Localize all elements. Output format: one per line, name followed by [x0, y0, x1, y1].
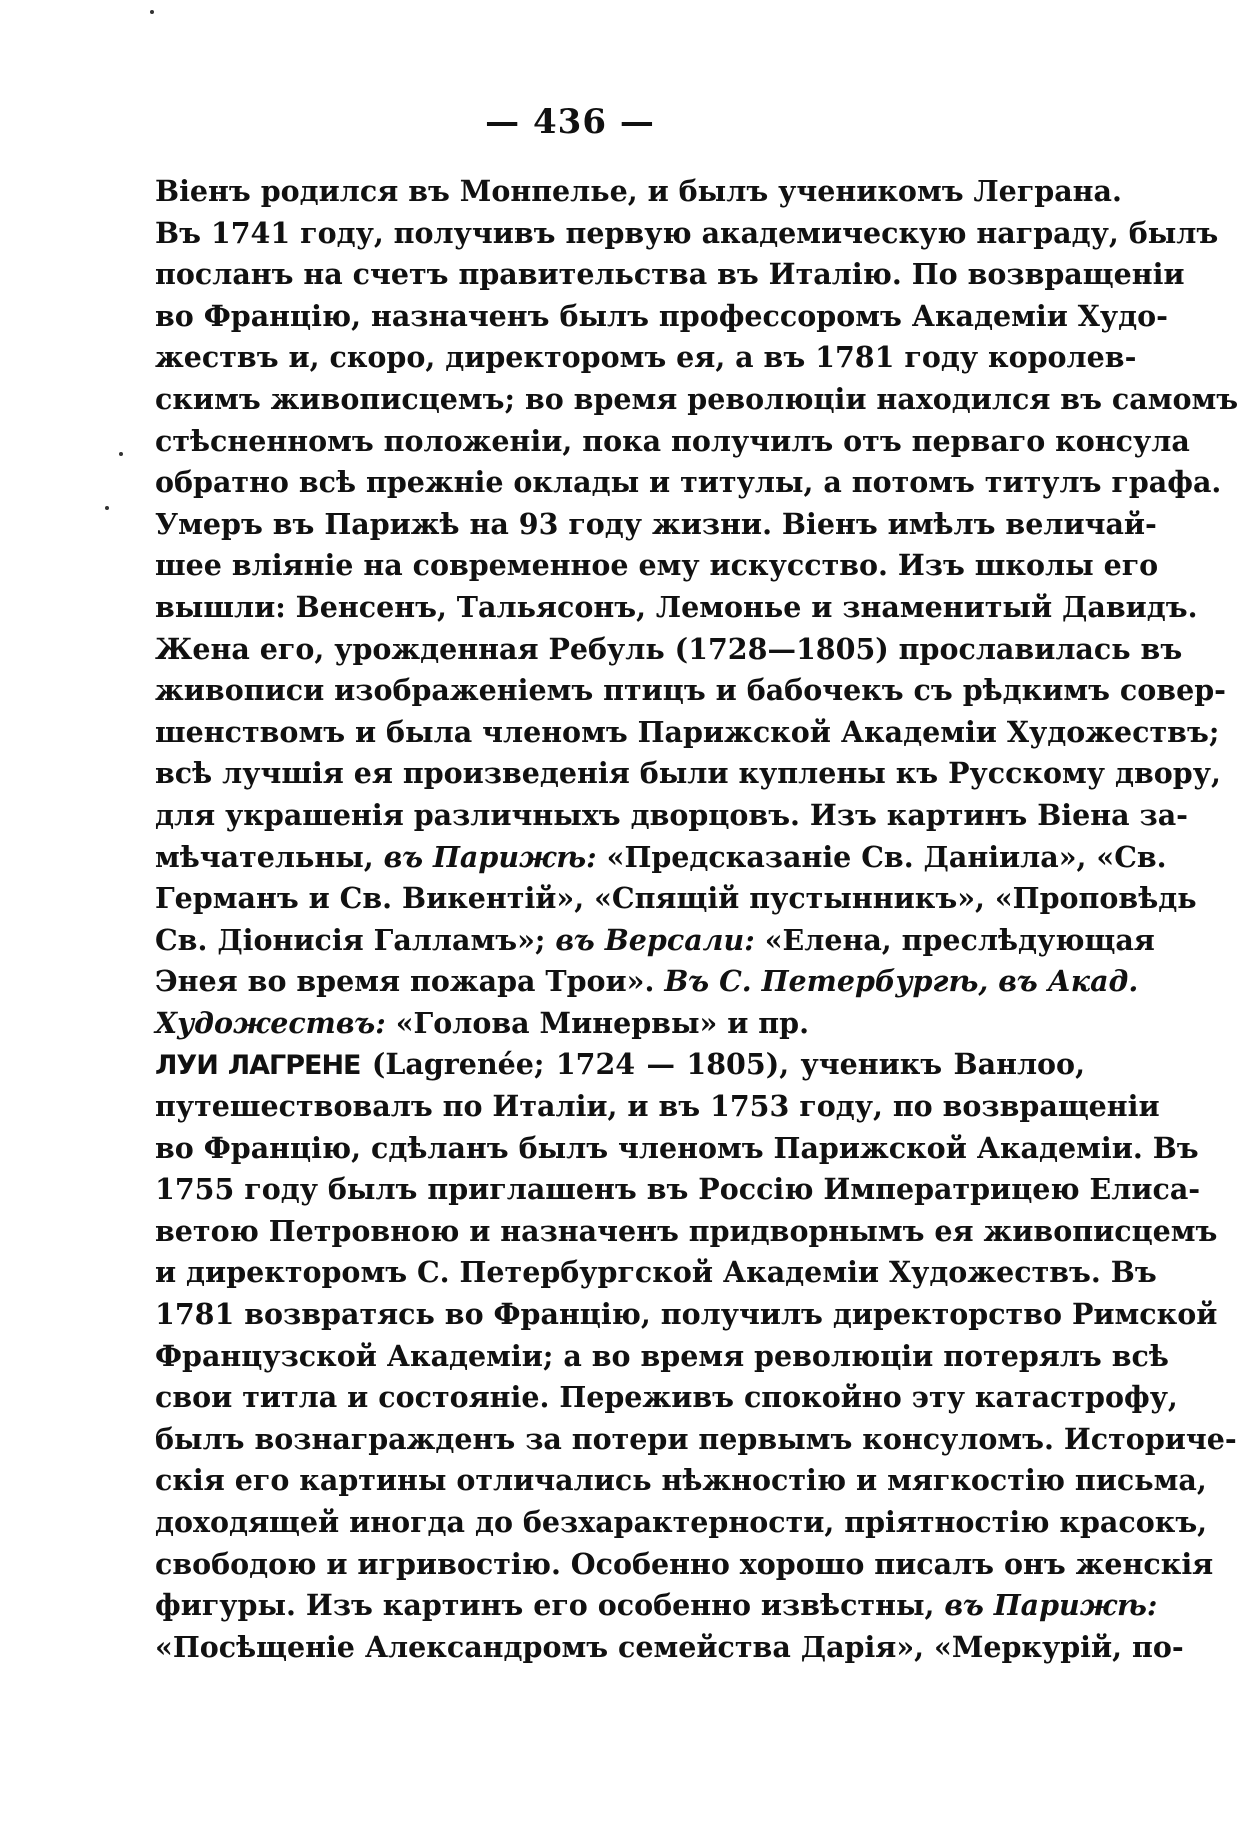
line-text: вышли: Венсенъ, Тальясонъ, Лемонье и знаменитый Давидъ. — [155, 589, 1198, 624]
text-line — [155, 1585, 1158, 1627]
text-line — [155, 1502, 1208, 1544]
text-line — [155, 254, 1185, 296]
italic-text: Въ С. Петербургѣ, въ Акад. — [664, 964, 1139, 999]
text-line — [155, 1460, 1207, 1502]
line-text: Въ 1741 году, получивъ первую академическую награду, былъ — [155, 215, 1219, 250]
text-line — [155, 753, 1221, 795]
text-line — [155, 1169, 1201, 1211]
line-text: (Lagrenée; 1724 — 1805), ученикъ Ванлоо, — [360, 1047, 1085, 1082]
line-text: обратно всѣ прежніе оклады и титулы, а потомъ титулъ графа. — [155, 465, 1222, 500]
text-line — [155, 878, 1197, 920]
line-text: былъ вознагражденъ за потери первымъ консуломъ. Историче- — [155, 1421, 1237, 1456]
text-line — [155, 504, 1157, 546]
line-text: шее вліяніе на современное ему искусство. Изъ школы его — [155, 548, 1159, 583]
line-text: во Францію, назначенъ былъ профессоромъ Академіи Худо- — [155, 298, 1168, 333]
text-line — [155, 961, 1139, 1003]
body-text — [155, 171, 1238, 1668]
text-line — [155, 1294, 1218, 1336]
line-text: «Елена, преслѣдующая — [754, 922, 1155, 957]
text-line — [155, 670, 1226, 712]
text-line — [155, 629, 1183, 671]
line-text: во Францію, сдѣланъ былъ членомъ Парижской Академіи. Въ — [155, 1130, 1199, 1165]
line-text: свои титла и состояніе. Переживъ спокойно эту катастрофу, — [155, 1380, 1178, 1415]
page-number — [0, 102, 1140, 142]
text-line — [155, 1544, 1214, 1586]
paragraph-vien — [155, 171, 1238, 1044]
italic-text: Художествъ: — [155, 1005, 386, 1040]
page-number-dash: — — [485, 102, 521, 142]
text-line — [155, 545, 1159, 587]
line-text: ветою Петровною и назначенъ придворнымъ ея живописцемъ — [155, 1213, 1218, 1248]
line-text: Віенъ родился въ Монпелье, и былъ ученикомъ Леграна. — [155, 174, 1122, 208]
page-number-value: 436 — [533, 102, 607, 142]
text-line — [155, 462, 1222, 504]
italic-text: въ Парижѣ: — [944, 1588, 1158, 1623]
line-text: Германъ и Св. Викентій», «Спящій пустынникъ», «Проповѣдь — [155, 881, 1197, 916]
text-line — [155, 712, 1220, 754]
text-line — [155, 1377, 1178, 1419]
line-text: жествъ и, скоро, директоромъ ея, а въ 1781 году королев- — [155, 340, 1137, 375]
line-text: Энея во время пожара Трои». — [155, 964, 665, 999]
line-text: Умеръ въ Парижѣ на 93 году жизни. Віенъ имѣлъ величай- — [155, 506, 1157, 541]
line-text: Французской Академіи; а во время революціи потерялъ всѣ — [155, 1338, 1169, 1373]
line-text: скія его картины отличались нѣжностію и мягкостію письма, — [155, 1463, 1207, 1498]
text-line — [155, 1419, 1237, 1461]
text-line — [155, 421, 1190, 463]
text-line — [155, 1336, 1169, 1378]
scan-speck — [119, 452, 123, 456]
text-line — [155, 1211, 1218, 1253]
text-line — [155, 587, 1198, 629]
artist-name-heading: ЛУИ ЛАГРЕНЕ — [155, 1050, 361, 1082]
text-line — [155, 213, 1219, 255]
text-line — [155, 1252, 1157, 1294]
text-line — [155, 837, 1167, 879]
line-text: путешествовалъ по Италіи, и въ 1753 году, по возвращеніи — [155, 1089, 1160, 1124]
paragraph-lagrenee — [155, 1044, 1237, 1668]
line-text: живописи изображеніемъ птицъ и бабочекъ съ рѣдкимъ совер- — [155, 673, 1226, 708]
line-text: Св. Діонисія Галламъ»; — [155, 922, 556, 957]
text-line — [155, 1044, 1085, 1086]
text-line — [155, 171, 1122, 213]
text-line — [155, 920, 1155, 962]
text-line — [155, 1128, 1199, 1170]
italic-text: въ Парижѣ: — [383, 839, 597, 874]
line-text: «Предсказаніе Св. Даніила», «Св. — [596, 839, 1167, 874]
line-text: 1755 году былъ приглашенъ въ Россію Императрицею Елиса- — [155, 1172, 1201, 1207]
line-text: доходящей иногда до безхарактерности, пріятностію красокъ, — [155, 1505, 1208, 1539]
scan-speck — [150, 10, 154, 14]
line-text: мѣчательны, — [155, 839, 384, 874]
line-text: фигуры. Изъ картинъ его особенно извѣстны, — [155, 1588, 945, 1623]
line-text: посланъ на счетъ правительства въ Италію. По возвращеніи — [155, 257, 1185, 292]
line-text: и директоромъ С. Петербургской Академіи Художествъ. Въ — [155, 1255, 1157, 1290]
text-line — [155, 795, 1188, 837]
text-line — [155, 379, 1238, 421]
line-text: «Голова Минервы» и пр. — [385, 1005, 810, 1040]
line-text: скимъ живописцемъ; во время революціи находился въ самомъ — [155, 381, 1238, 416]
line-text: Жена его, урожденная Ребуль (1728—1805) прославилась въ — [155, 631, 1183, 666]
italic-text: въ Версали: — [555, 922, 755, 957]
line-text: всѣ лучшія ея произведенія были куплены къ Русскому двору, — [155, 756, 1221, 791]
text-line — [155, 1627, 1184, 1669]
line-text: стѣсненномъ положеніи, пока получилъ отъ перваго консула — [155, 423, 1190, 458]
text-line — [155, 1086, 1160, 1128]
line-text: «Посѣщеніе Александромъ семейства Дарія», «Меркурій, по- — [155, 1629, 1184, 1664]
page-number-dash: — — [619, 102, 655, 142]
line-text: для украшенія различныхъ дворцовъ. Изъ картинъ Віена за- — [155, 797, 1188, 832]
line-text: 1781 возвратясь во Францію, получилъ директорство Римской — [155, 1297, 1218, 1332]
line-text: шенствомъ и была членомъ Парижской Академіи Художествъ; — [155, 714, 1220, 749]
line-text: свободою и игривостію. Особенно хорошо писалъ онъ женскія — [155, 1546, 1214, 1581]
text-line — [155, 337, 1137, 379]
scan-speck — [105, 506, 109, 510]
text-line — [155, 296, 1168, 338]
text-line — [155, 1003, 1085, 1045]
